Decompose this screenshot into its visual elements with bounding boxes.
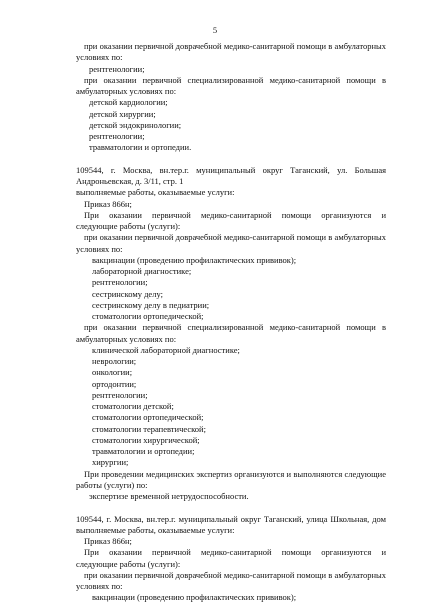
text-line: травматологии и ортопедии; <box>92 446 195 456</box>
text-line: при оказании первичной доврачебной медико-санитарной помощи в амбулаторных <box>84 569 386 580</box>
text-line: сестринскому делу в педиатрии; <box>92 299 210 310</box>
text-line: неврологии; <box>92 356 137 366</box>
text-line: Приказ 866н; <box>84 198 132 209</box>
text-line: При оказании первичной медико-санитарной помощи организуются и <box>84 209 386 220</box>
paragraph-gap <box>76 154 386 165</box>
text-line: 109544, г. Москва, вн.тер.г. муниципальный округ Таганский, улица Школьная, дом <box>76 513 386 524</box>
text-line: При оказании первичной медико-санитарной помощи организуются и <box>84 547 386 558</box>
text-line: экспертизе временной нетрудоспособности. <box>89 491 249 501</box>
text-line: выполняемые работы, оказываемые услуги: <box>76 187 235 198</box>
text-line: работы (услуги) по: <box>76 479 148 490</box>
text-line: Приказ 866н; <box>84 536 132 546</box>
text-line: хирургии; <box>92 457 129 468</box>
text-line: амбулаторных условиях по: <box>76 333 177 344</box>
text-line: При проведении медицинских экспертиз организуются и выполняются следующие <box>84 468 386 479</box>
text-line: стоматологии детской; <box>92 401 174 411</box>
text-line: стоматологии хирургической; <box>92 434 200 445</box>
text-line: следующие работы (услуги): <box>76 558 181 569</box>
text-line: 109544, г. Москва, вн.тер.г. муниципальный округ Таганский, ул. Большая <box>76 164 386 175</box>
text-line: рентгенологии; <box>92 277 148 288</box>
text-line: рентгенологии; <box>89 131 145 141</box>
text-line: амбулаторных условиях по: <box>76 86 177 96</box>
text-line: при оказании первичной доврачебной медико-санитарной помощи в амбулаторных <box>84 41 386 51</box>
text-line: стоматологии ортопедической; <box>92 412 204 423</box>
text-line: детской хирургии; <box>89 108 156 119</box>
text-line: рентгенологии; <box>89 63 145 74</box>
text-line: травматологии и ортопедии. <box>89 142 192 153</box>
text-line: вакцинации (проведению профилактических прививок); <box>92 592 297 603</box>
text-line: лабораторной диагностике; <box>92 266 192 276</box>
text-line: детской кардиологии; <box>89 97 168 108</box>
text-line: стоматологии терапевтической; <box>92 423 206 434</box>
text-line: ортодонтии; <box>92 378 137 389</box>
text-line: детской эндокринологии; <box>89 119 182 130</box>
text-line: Андроньевская, д. 3/11, стр. 1 <box>76 176 184 186</box>
text-line: сестринскому делу; <box>92 288 163 299</box>
text-line: условиях по: <box>76 52 123 63</box>
text-line: условиях по: <box>76 581 123 591</box>
text-line: условиях по: <box>76 243 123 254</box>
text-line: при оказании первичной специализированной медико-санитарной помощи в <box>84 74 386 85</box>
text-line: онкологии; <box>92 367 133 378</box>
text-line: вакцинации (проведению профилактических прививок); <box>92 254 297 265</box>
text-line: рентгенологии; <box>92 389 148 400</box>
paragraph-gap <box>76 502 386 513</box>
page-number: 5 <box>212 25 218 35</box>
text-line: выполняемые работы, оказываемые услуги: <box>76 524 235 535</box>
text-line: следующие работы (услуги): <box>76 221 181 231</box>
document-body <box>76 41 386 604</box>
text-line: при оказании первичной доврачебной медико-санитарной помощи в амбулаторных <box>84 232 386 243</box>
text-line: при оказании первичной специализированной медико-санитарной помощи в <box>84 322 386 333</box>
text-line: клинической лабораторной диагностике; <box>92 344 240 355</box>
text-line: стоматологии ортопедической; <box>92 311 204 321</box>
